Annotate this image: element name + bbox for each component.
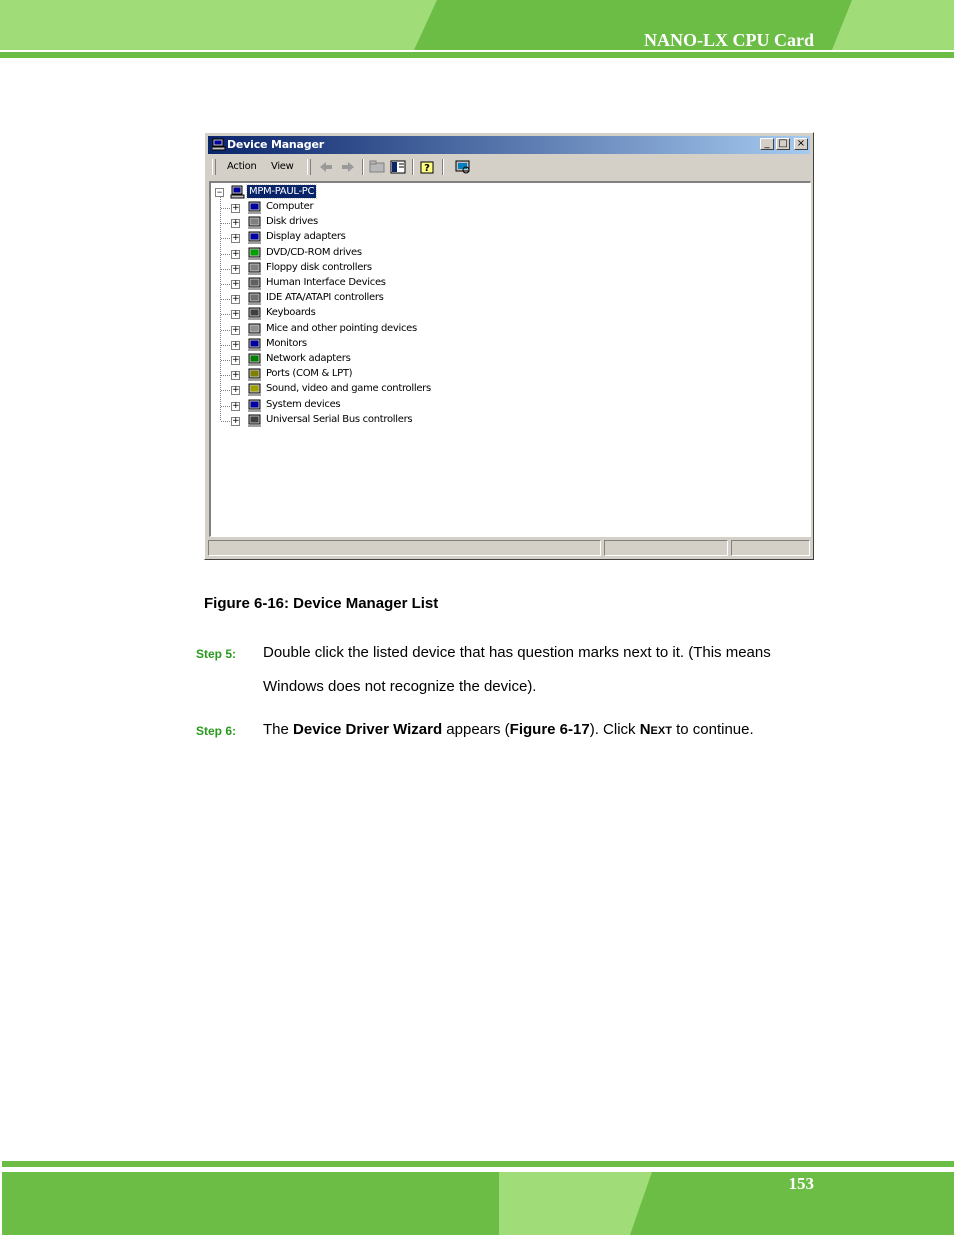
tree-branch-line: [221, 360, 230, 361]
disk-drive-icon: [247, 216, 263, 230]
mouse-icon: [247, 323, 263, 337]
tree-branch-line: [221, 314, 230, 315]
expand-toggle[interactable]: +: [232, 294, 240, 305]
status-pane-1: [208, 540, 601, 556]
expand-toggle[interactable]: +: [232, 218, 240, 229]
step-6-text-a: The: [263, 721, 294, 738]
window-title: Device Manager: [227, 138, 324, 151]
expand-toggle[interactable]: +: [232, 370, 240, 381]
device-tree[interactable]: [209, 181, 811, 537]
expand-toggle[interactable]: +: [232, 263, 240, 274]
status-pane-3: [731, 540, 810, 556]
tree-item-label: Ports (COM & LPT): [266, 368, 353, 380]
tree-item-label: Monitors: [266, 337, 307, 349]
tree-item-label: Floppy disk controllers: [266, 261, 372, 273]
tree-item[interactable]: [211, 276, 631, 291]
toolbar-separator-2: [412, 159, 414, 175]
keyboard-icon: [247, 307, 263, 321]
tree-item-label: System devices: [266, 398, 341, 410]
tree-item[interactable]: [211, 352, 631, 367]
monitor-icon: [247, 338, 263, 352]
forward-arrow-icon[interactable]: [340, 160, 356, 174]
tree-branch-line: [221, 421, 230, 422]
toolbar-separator-3: [442, 159, 444, 175]
step-6-text-b: appears (: [442, 721, 510, 738]
expand-toggle[interactable]: +: [232, 324, 240, 335]
tree-branch-line: [221, 375, 230, 376]
figure-reference: Figure 6-17: [509, 721, 590, 738]
show-hide-tree-icon[interactable]: [390, 160, 406, 174]
tree-item[interactable]: [211, 306, 631, 321]
tree-branch-line: [221, 406, 230, 407]
status-bar: [208, 540, 810, 557]
close-button[interactable]: ×: [794, 138, 808, 150]
tree-branch-line: [221, 284, 230, 285]
step-5-label: Step 5:: [196, 647, 237, 661]
menu-view[interactable]: View: [271, 161, 294, 172]
step-6-text: [263, 713, 823, 747]
expand-toggle[interactable]: +: [232, 309, 240, 320]
step-6-text-d: to continue.: [671, 721, 754, 738]
tree-branch-line: [221, 208, 230, 209]
tree-item-label: IDE ATA/ATAPI controllers: [266, 292, 384, 304]
tree-item-label: DVD/CD-ROM drives: [266, 246, 362, 258]
expand-toggle[interactable]: +: [232, 279, 240, 289]
step-6-text-c: ). Click: [589, 721, 640, 738]
tree-branch-line: [221, 238, 230, 239]
step-5-text: Double click the listed device that has question marks next to it. (This means Windows does not recognize the device).: [263, 644, 771, 695]
back-arrow-icon[interactable]: [318, 160, 334, 174]
floppy-controller-icon: [247, 262, 263, 276]
up-folder-icon[interactable]: [369, 160, 385, 174]
menu-toolbar: [208, 156, 810, 178]
tree-item-label: Computer: [266, 201, 314, 212]
minimize-button[interactable]: _: [760, 138, 774, 150]
toolbar-separator: [362, 159, 364, 175]
expand-toggle[interactable]: +: [232, 385, 240, 396]
tree-item[interactable]: [211, 337, 631, 352]
collapse-toggle[interactable]: −: [216, 187, 223, 197]
expand-toggle[interactable]: +: [232, 400, 240, 411]
tree-item-label: Disk drives: [266, 216, 318, 228]
maximize-button[interactable]: □: [776, 138, 790, 150]
tree-branch-line: [221, 223, 230, 224]
tree-root[interactable]: [211, 185, 611, 200]
tree-item[interactable]: [211, 246, 631, 261]
expand-toggle[interactable]: +: [232, 355, 240, 365]
tree-item-label: Sound, video and game controllers: [266, 383, 431, 395]
tree-item-label: Mice and other pointing devices: [266, 322, 417, 334]
expand-toggle[interactable]: +: [232, 203, 240, 213]
scan-hardware-icon[interactable]: [455, 160, 471, 174]
cdrom-icon: [247, 247, 263, 261]
expand-toggle[interactable]: +: [232, 233, 240, 244]
help-icon[interactable]: [419, 160, 435, 174]
toolbar-grip[interactable]: [212, 159, 216, 175]
sound-icon: [247, 383, 263, 397]
tree-item-label: Keyboards: [266, 307, 316, 319]
device-driver-wizard-term: Device Driver Wizard: [293, 721, 443, 738]
tree-item-label: Display adapters: [266, 231, 346, 243]
device-manager-window: [204, 132, 814, 560]
usb-icon: [247, 414, 263, 428]
tree-branch-line: [221, 269, 230, 270]
computer-icon: [230, 185, 246, 199]
expand-toggle[interactable]: +: [232, 339, 240, 350]
tree-item[interactable]: [211, 215, 631, 230]
toolbar-grip-2[interactable]: [307, 159, 311, 175]
svg-text:?: ?: [424, 163, 430, 174]
tree-branch-line: [221, 345, 230, 346]
display-adapter-icon: [247, 231, 263, 245]
status-pane-2: [604, 540, 728, 556]
page-number: 153: [788, 1174, 814, 1193]
tree-item[interactable]: [211, 413, 631, 428]
title-bar: [208, 136, 810, 154]
hid-icon: [247, 277, 263, 291]
header-rule: [0, 52, 954, 58]
page-header: [0, 0, 954, 60]
tree-branch-line: [221, 330, 230, 331]
expand-toggle[interactable]: +: [232, 415, 240, 426]
tree-item[interactable]: [211, 367, 631, 382]
expand-toggle[interactable]: +: [232, 248, 240, 259]
root-computer-name[interactable]: MPM-PAUL-PC: [249, 186, 315, 197]
tree-item[interactable]: [211, 322, 631, 337]
menu-action[interactable]: Action: [227, 161, 257, 172]
tree-item[interactable]: [211, 200, 631, 215]
tree-item-label: Human Interface Devices: [266, 277, 386, 288]
tree-branch-line: [221, 299, 230, 300]
tree-branch-line: [221, 390, 230, 391]
tree-item-label: Universal Serial Bus controllers: [266, 413, 413, 425]
next-term: Next: [639, 721, 672, 738]
device-manager-icon: [212, 138, 226, 151]
header-title: NANO-LX CPU Card: [644, 30, 814, 50]
figure-caption: Figure 6-16: Device Manager List: [204, 595, 439, 612]
footer-rule: [2, 1161, 954, 1167]
computer-icon: [247, 201, 263, 215]
system-device-icon: [247, 399, 263, 413]
tree-branch-line: [221, 254, 230, 255]
tree-item[interactable]: [211, 261, 631, 276]
tree-item[interactable]: [211, 382, 631, 397]
tree-item[interactable]: [211, 291, 631, 306]
ide-controller-icon: [247, 292, 263, 306]
network-adapter-icon: [247, 353, 263, 367]
tree-item[interactable]: [211, 398, 631, 413]
port-icon: [247, 368, 263, 382]
tree-item[interactable]: [211, 230, 631, 245]
step-6-label: Step 6:: [196, 724, 237, 738]
tree-item-label: Network adapters: [266, 353, 351, 364]
